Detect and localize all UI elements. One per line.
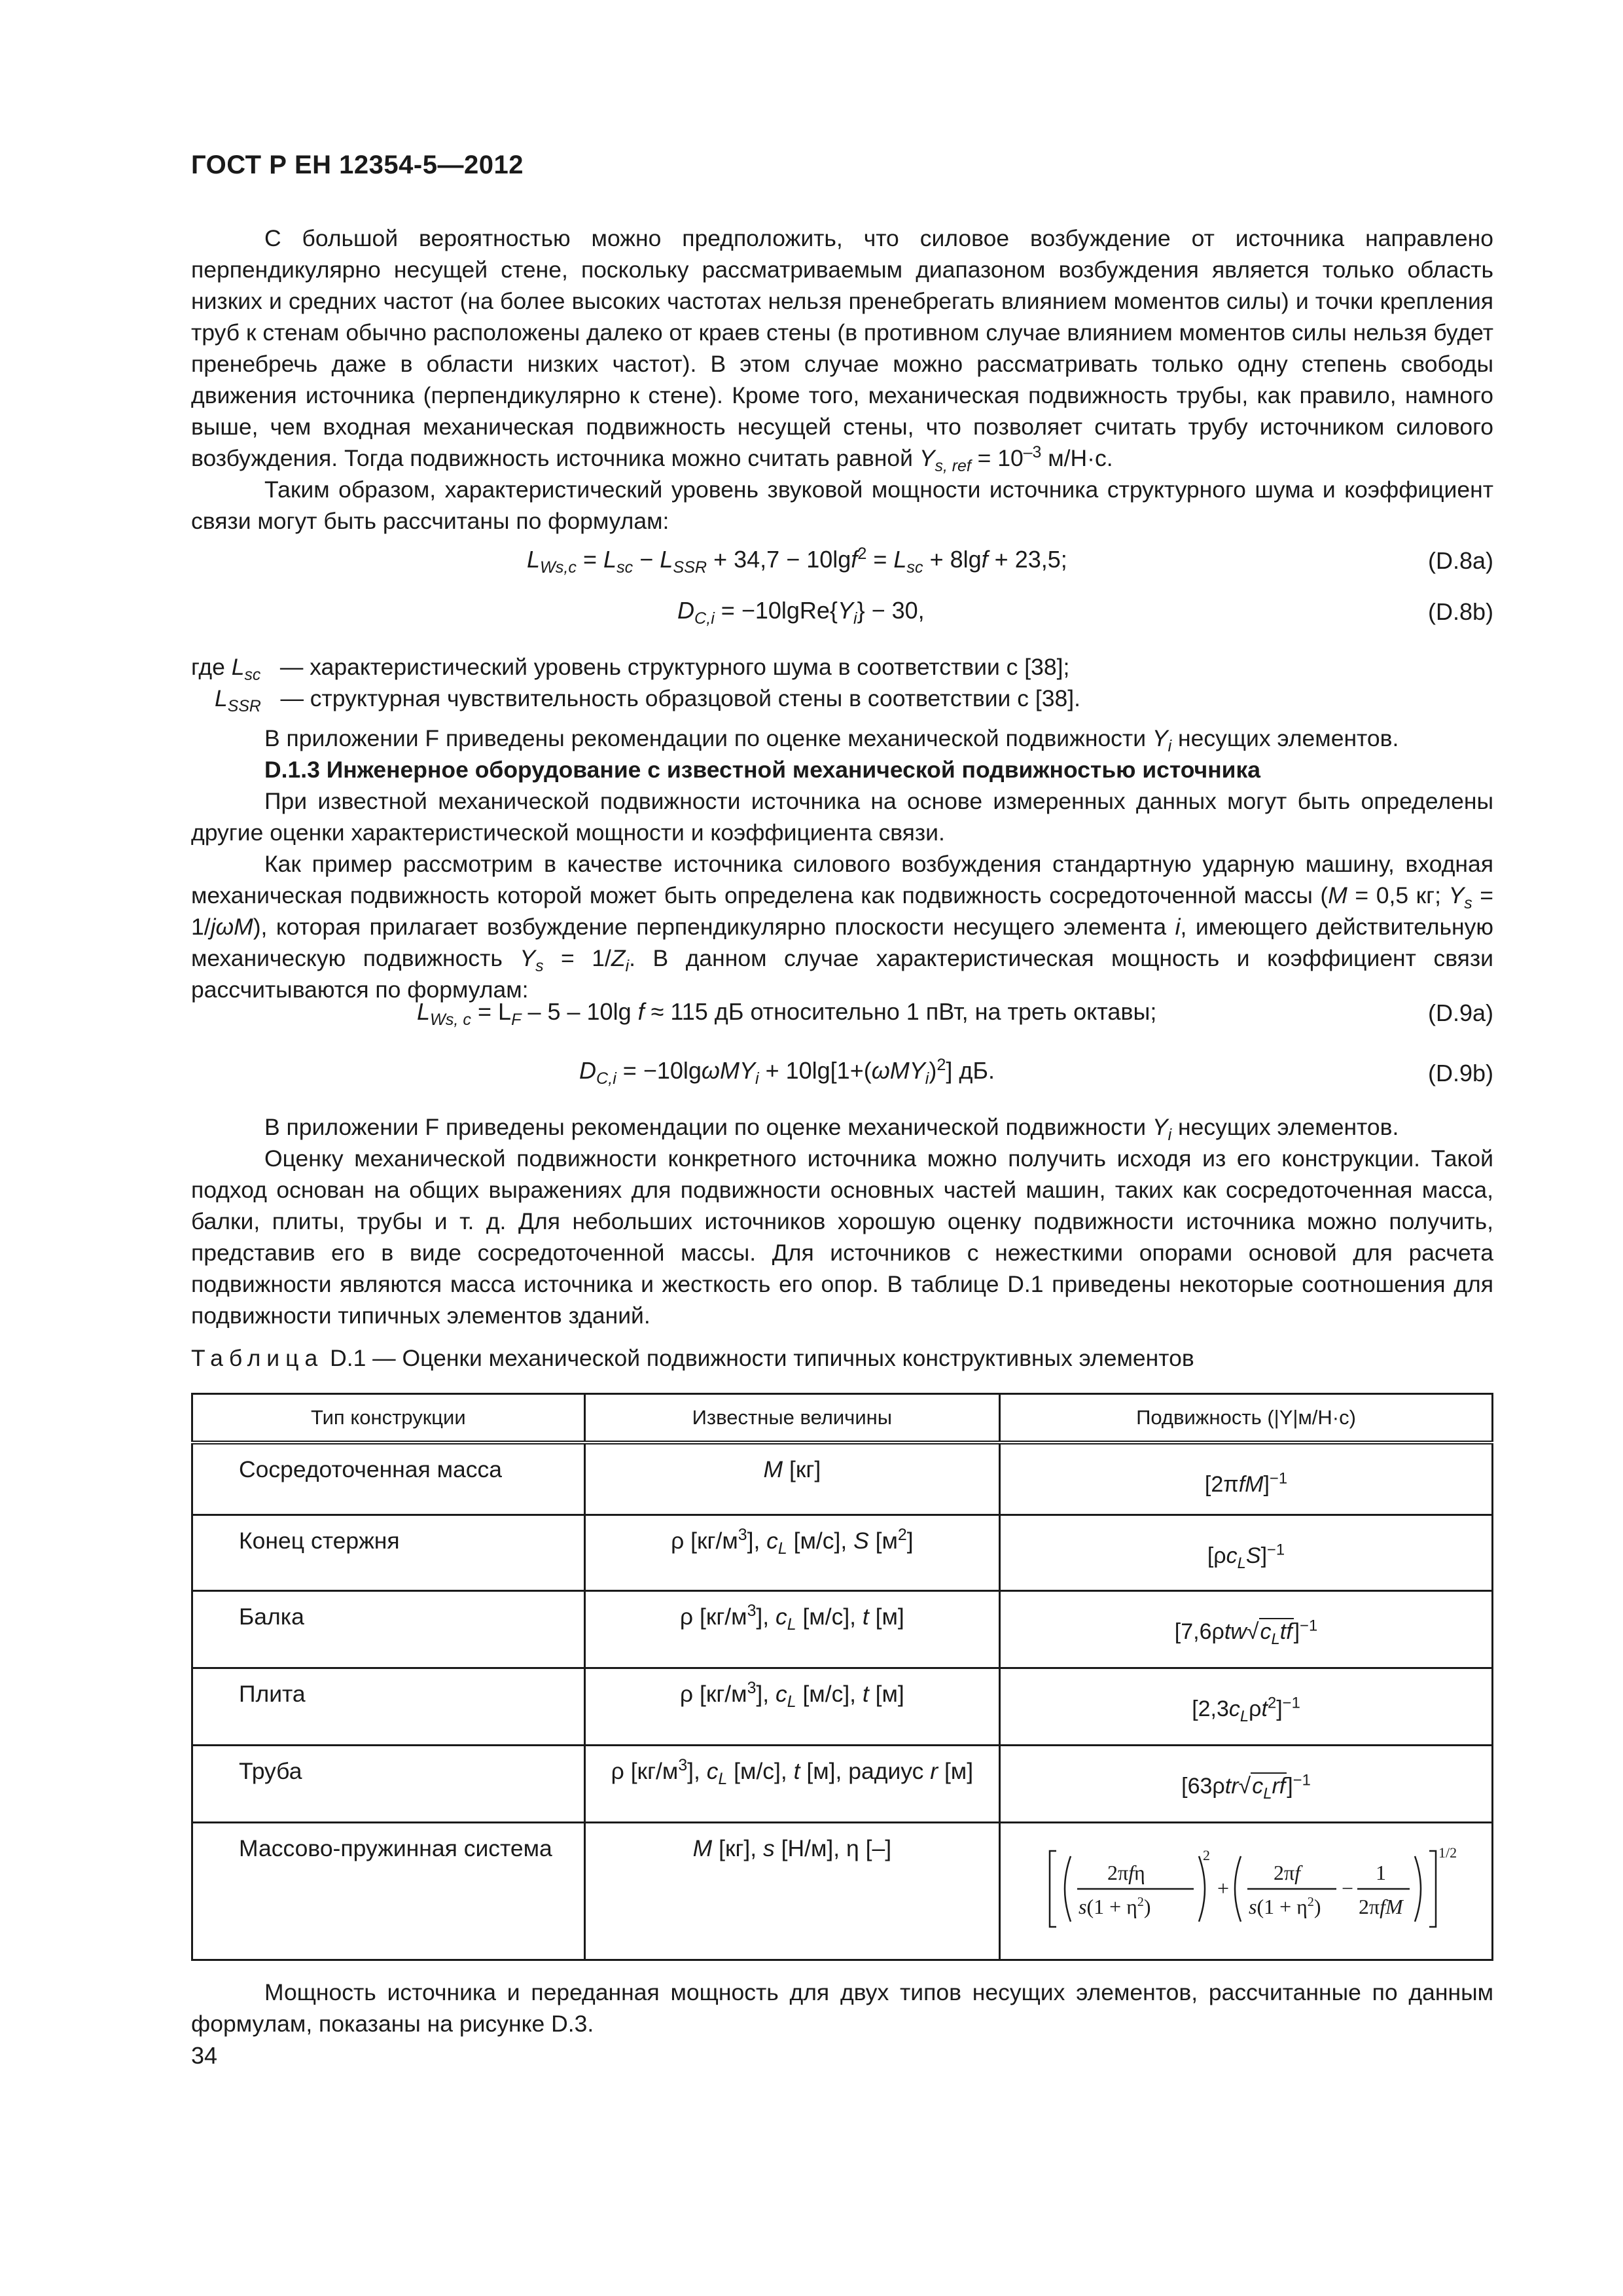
section-heading-d13: D.1.3 Инженерное оборудование с известной механической подвижностью источника xyxy=(264,757,1260,783)
known-quantities: M [кг] xyxy=(763,1456,821,1482)
mobility-formula xyxy=(1001,1823,1491,1941)
table-cell: Плита xyxy=(192,1668,585,1745)
table-cell: Массово-пружинная система xyxy=(192,1822,585,1960)
table-cell xyxy=(1000,1590,1493,1668)
table-row xyxy=(192,1443,1493,1515)
body-text-block-2 xyxy=(191,723,1493,1005)
mobility-formula: $[7,6\rho tw√c_Ltf]^{-1}$ xyxy=(1174,1617,1318,1648)
known-quantities: M [кг], s [Н/м], η [–] xyxy=(692,1835,892,1861)
table-header-row xyxy=(192,1394,1493,1443)
table-cell: Сосредоточенная масса xyxy=(192,1443,585,1515)
mobility-formula: $[2\pi fM]^{-1}$ xyxy=(1204,1469,1288,1497)
paragraph-appendix-ref-2: В приложении F приведены рекомендации по оценке механической подвижности $Y_i$ несущих элементов. xyxy=(264,1114,1399,1145)
svg-text:2πfM: 2πfM xyxy=(1359,1894,1403,1918)
page-number: 34 xyxy=(191,2042,218,2069)
svg-text:2πf: 2πf xyxy=(1274,1860,1301,1884)
mobility-table xyxy=(191,1393,1493,1961)
table-caption: Таблица D.1 — Оценки механической подвижности типичных конструктивных элементов xyxy=(191,1345,1194,1371)
paragraph-appendix-ref-1: В приложении F приведены рекомендации по оценке механической подвижности $Y_i$ несущих элементов. xyxy=(264,725,1399,756)
table-cell xyxy=(584,1745,999,1822)
known-quantities: ρ $[кг/м^3]$, $c_L$ [м/с], t [м], радиус r [м] xyxy=(611,1756,974,1788)
table-header-cell: Тип конструкции xyxy=(192,1394,585,1443)
body-text-block-3 xyxy=(191,1111,1493,1331)
svg-text:+: + xyxy=(1217,1876,1230,1900)
table-cell xyxy=(584,1443,999,1515)
table-row xyxy=(192,1590,1493,1668)
mobility-formula: $[2,3c_L\rho t^2]^{-1}$ xyxy=(1192,1694,1300,1725)
table-row xyxy=(192,1822,1493,1960)
svg-text:1: 1 xyxy=(1376,1860,1386,1884)
svg-text:1/2: 1/2 xyxy=(1438,1844,1457,1861)
document-header: ГОСТ Р ЕН 12354-5—2012 xyxy=(191,151,524,179)
mass-spring-formula-graphic xyxy=(1030,1843,1462,1935)
table-cell xyxy=(584,1515,999,1590)
svg-text:s(1 + η2): $s(1 + \eta^2)$ xyxy=(1249,1894,1321,1918)
svg-text:s(1 + η2): $s(1 + \eta^2)$ xyxy=(1079,1894,1151,1918)
symbol-definitions xyxy=(191,651,1080,714)
table-cell: Труба xyxy=(192,1745,585,1822)
svg-text:2πfη: 2πfη xyxy=(1107,1860,1145,1884)
table-header-cell: Известные величины xyxy=(584,1394,999,1443)
svg-text:−: − xyxy=(1342,1876,1354,1900)
paragraph-known-mobility: При известной механической подвижности источника на основе измеренных данных могут быть определены другие оценки характеристической мощности и коэффициента связи. xyxy=(191,788,1493,846)
paragraph-figure-ref: Мощность источника и переданная мощность для двух типов несущих элементов, рассчитанные по данным формулам, показаны на рисунке D.3. xyxy=(191,1979,1493,2037)
table-header-cell: Подвижность (|Y|м/Н·с) xyxy=(1000,1394,1493,1443)
known-quantities: ρ $[кг/м^3]$, $c_L$ [м/с], t [м] xyxy=(679,1602,904,1634)
table-cell: Конец стержня xyxy=(192,1515,585,1590)
table-cell xyxy=(1000,1443,1493,1515)
paragraph-mobility-estimation: Оценку механической подвижности конкретного источника можно получить исходя из его конструкции. Такой подход основан на общих выражениях для подвижности основных частей машин, таких как сосредоточенная масса, балки, плиты, трубы и т. д. Для небольших источников хорошую оценку подвижности источника можно получить, представив его в виде сосредоточенной массы. Для источников с нежесткими опорами основой для расчета подвижности являются масса источника и жесткость его опор. В таблице D.1 приведены некоторые соотношения для подвижности типичных элементов зданий. xyxy=(191,1145,1493,1329)
table-row xyxy=(192,1745,1493,1822)
definition-lssr: $L_{SSR}$ — структурная чувствительность образцовой стены в соответствии с [38]. xyxy=(215,685,1080,716)
formula-d9b: $D_{C,i} = -10\lg\omega MY_i + 10\lg[1+(\omega MY_i)^2]$ дБ. xyxy=(579,1056,995,1088)
paragraph-formula-intro: Таким образом, характеристический уровень звуковой мощности источника структурного шума и коэффициент связи могут быть рассчитаны по формулам: xyxy=(191,476,1493,534)
formula-d8a: $L_{Ws,c} = L_{sc} - L_{SSR} + 34,7 - 10\lg f^2 = L_{sc} + 8\lg f + 23,5$; xyxy=(527,545,1067,577)
table-cell xyxy=(1000,1822,1493,1960)
formula-d9a: $L_{Ws, c} = L_F - 5 - 10\lg$ f ≈ 115 дБ относительно 1 пВт, на треть октавы; xyxy=(417,998,1157,1030)
formula-d9b-number: (D.9b) xyxy=(1427,1060,1493,1086)
formula-d8a-number: (D.8a) xyxy=(1427,547,1493,574)
table-row xyxy=(192,1668,1493,1745)
mobility-formula: $[63\rho tr√c_Lrf]^{-1}$ xyxy=(1181,1771,1311,1803)
svg-text:2: 2 xyxy=(1203,1846,1210,1863)
paragraph-source-direction: С большой вероятностью можно предположить, что силовое возбуждение от источника направлено перпендикулярно несущей стене, поскольку рассматриваемым диапазоном возбуждения является только область низких и средних частот (на более высоких частотах нельзя пренебрегать влиянием моментов силы) и точки крепления труб к стенам обычно расположены далеко от краев стены (в противном случае влиянием моментов силы нельзя будет пренебречь даже в области низких частот). В этом случае можно рассматривать только одну степень свободы движения источника (перпендикулярно к стене). Кроме того, механическая подвижность трубы, как правило, намного выше, чем входная механическая подвижность несущей стены, что позволяет считать трубу источником силового возбуждения. Тогда подвижность источника можно считать равной $Y_{s, ref} = 10^{-3}$ м/Н·с. xyxy=(191,225,1493,476)
table-cell xyxy=(1000,1668,1493,1745)
formula-d8b-number: (D.8b) xyxy=(1427,598,1493,625)
mobility-formula: $[\rho c_LS]^{-1}$ xyxy=(1207,1541,1285,1572)
known-quantities: ρ $[кг/м^3]$, $c_L$ [м/с], S $[м^2]$ xyxy=(671,1526,914,1558)
body-text-block-4 xyxy=(191,1977,1493,2039)
table-cell xyxy=(1000,1745,1493,1822)
formula-d8b: $D_{C,i}$ = $-10lgRe\{Y_i\} - 30$, xyxy=(677,597,925,628)
table-row xyxy=(192,1515,1493,1590)
table-cell xyxy=(584,1822,999,1960)
table-cell xyxy=(584,1668,999,1745)
table-cell: Балка xyxy=(192,1590,585,1668)
paragraph-tapping-machine: Как пример рассмотрим в качестве источника силового возбуждения стандартную ударную машину, входная механическая подвижность которой может быть определена как подвижность сосредоточенной массы (M = 0,5 кг; $Y_s = 1/j\omega M$), которая прилагает возбуждение перпендикулярно плоскости несущего элемента i, имеющего действительную механическую подвижность $Y_s = 1/Z_i$. В данном случае характеристическая мощность и коэффициент связи рассчитываются по формулам: xyxy=(191,851,1493,1003)
table-cell xyxy=(584,1590,999,1668)
definition-lsc: где $L_{sc}$ — характеристический уровень структурного шума в соответствии с [38]; xyxy=(191,654,1070,685)
known-quantities: ρ $[кг/м^3]$, $c_L$ [м/с], t [м] xyxy=(679,1679,904,1711)
body-text-block-1 xyxy=(191,223,1493,537)
table-cell xyxy=(1000,1515,1493,1590)
formula-d9a-number: (D.9a) xyxy=(1427,999,1493,1026)
